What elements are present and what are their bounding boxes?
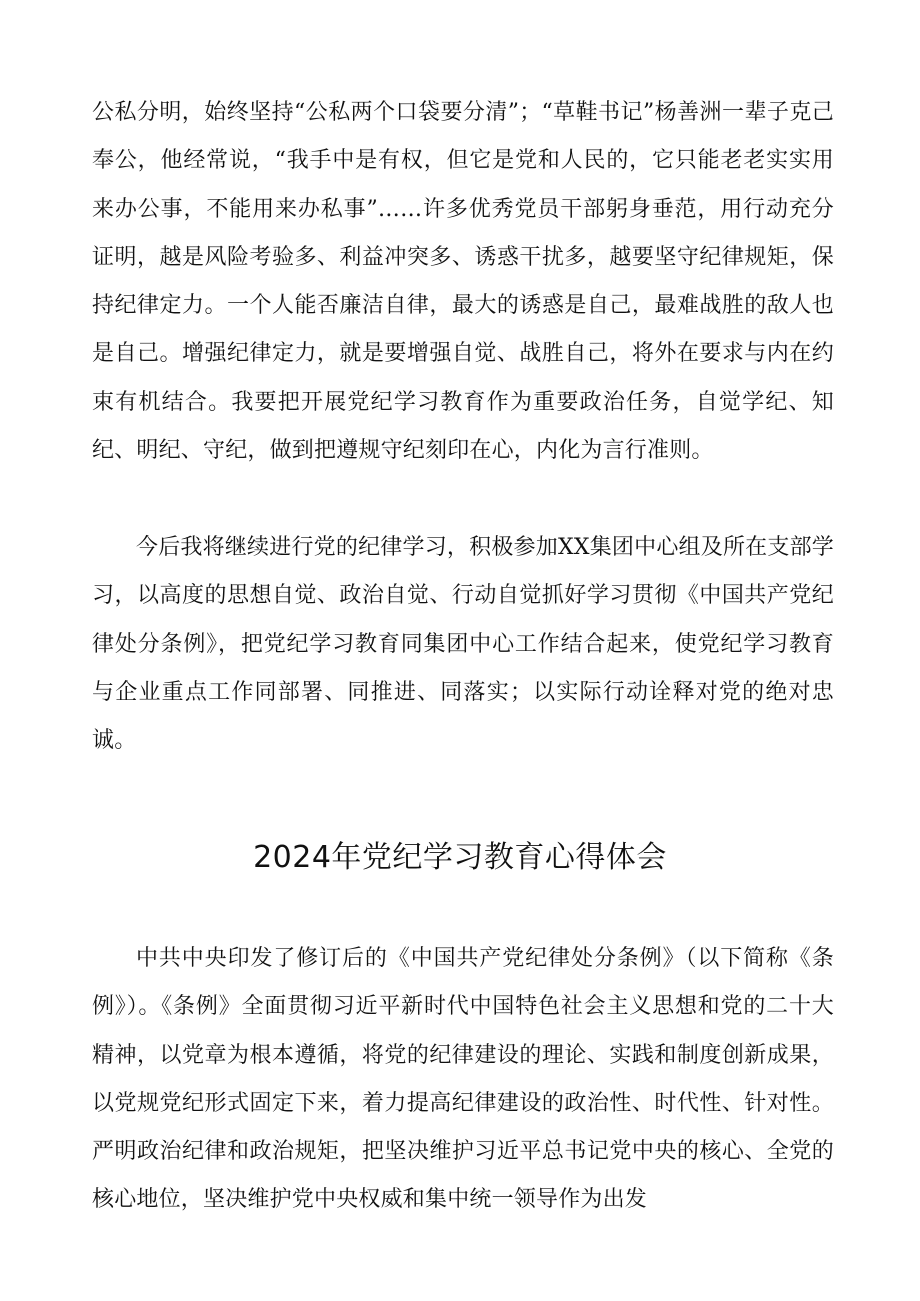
paragraph-block-2 xyxy=(92,524,834,765)
document-title: 2024年党纪学习教育心得体会 xyxy=(253,840,667,875)
paragraph-1: 公私分明，始终坚持“公私两个口袋要分清”；“草鞋书记”杨善洲一辈子克己奉公，他经常说，“我手中是有权，但它是党和人民的，它只能老老实实用来办公事，不能用来办私事”……许多优秀党员干部躬身垂范，用行动充分证明，越是风险考验多、利益冲突多、诱惑干扰多，越要坚守纪律规矩，保持纪律定力。一个人能否廉洁自律，最大的诱惑是自己，最难战胜的敌人也是自己。增强纪律定力，就是要增强自觉、战胜自己，将外在要求与内在约束有机结合。我要把开展党纪学习教育作为重要政治任务，自觉学纪、知纪、明纪、守纪，做到把遵规守纪刻印在心，内化为言行准则。 xyxy=(92,100,834,464)
paragraph-block-3 xyxy=(92,935,834,1225)
paragraph-block-1 xyxy=(92,89,834,475)
paragraph-2: 今后我将继续进行党的纪律学习，积极参加XX集团中心组及所在支部学习，以高度的思想自觉、政治自觉、行动自觉抓好学习贯彻《中国共产党纪律处分条例》，把党纪学习教育同集团中心工作结合起来，使党纪学习教育与企业重点工作同部署、同推进、同落实；以实际行动诠释对党的绝对忠诚。 xyxy=(92,535,834,754)
paragraph-3: 中共中央印发了修订后的《中国共产党纪律处分条例》（以下简称《条例》）。《条例》全面贯彻习近平新时代中国特色社会主义思想和党的二十大精神，以党章为根本遵循，将党的纪律建设的理论、实践和制度创新成果，以党规党纪形式固定下来，着力提高纪律建设的政治性、时代性、针对性。严明政治纪律和政治规矩，把坚决维护习近平总书记党中央的核心、全党的核心地位，坚决维护党中央权威和集中统一领导作为出发 xyxy=(92,946,834,1213)
